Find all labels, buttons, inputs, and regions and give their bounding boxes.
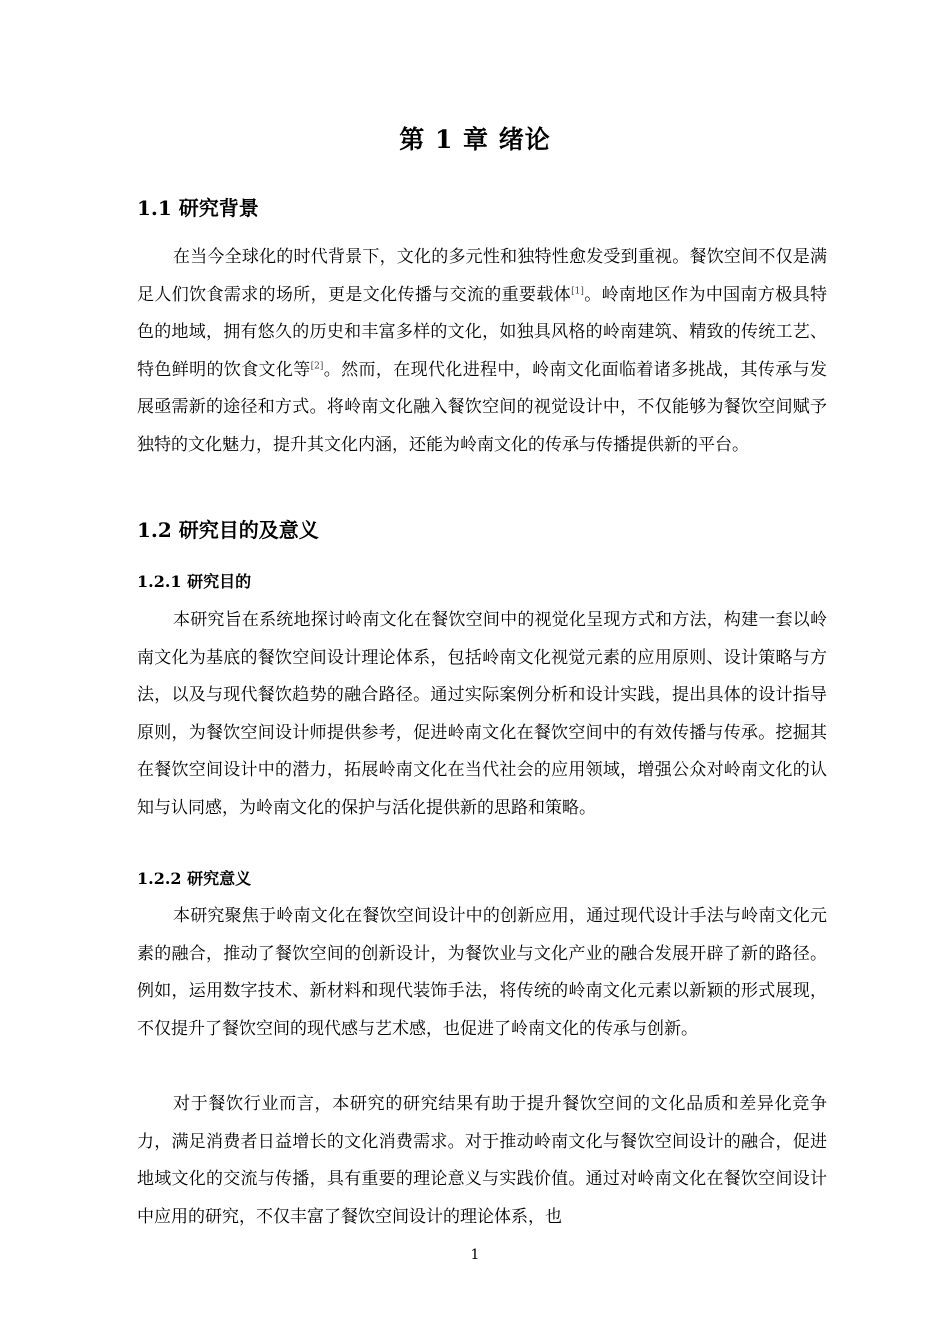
paragraph-purpose: 本研究旨在系统地探讨岭南文化在餐饮空间中的视觉化呈现方式和方法，构建一套以岭南文化为基底的餐饮空间设计理论体系，包括岭南文化视觉元素的应用原则、设计策略与方法，以及与现代餐饮趋势的融合路径。通过实际案例分析和设计实践，提出具体的设计指导原则，为餐饮空间设计师提供参考，促进岭南文化在餐饮空间中的有效传播与传承。挖掘其在餐饮空间设计中的潜力，拓展岭南文化在当代社会的应用领域，增强公众对岭南文化的认知与认同感，为岭南文化的保护与活化提供新的思路和策略。 xyxy=(137,610,827,818)
paragraph-text: 。岭南地区作为中国南方极具特色的地域，拥有悠久的历史和丰富多样的文化，如独具风格的岭南建筑、精致的传统工艺、特色鲜明的饮食文化等 xyxy=(137,284,828,380)
paragraph-background xyxy=(137,239,827,465)
page-number: 1 xyxy=(470,1247,480,1263)
paragraph-text: 。然而，在现代化进程中，岭南文化面临着诸多挑战，其传承与发展亟需新的途径和方式。将岭南文化融入餐饮空间的视觉设计中，不仅能够为餐饮空间赋予独特的文化魅力，提升其文化内涵，还能为岭南文化的传承与传播提供新的平台。 xyxy=(137,359,828,455)
section-heading-1-1: 1.1 研究背景 xyxy=(137,196,259,220)
subsection-heading-1-2-1: 1.2.1 研究目的 xyxy=(137,572,252,591)
citation-ref-1: [1] xyxy=(571,285,584,296)
section-heading-1-2: 1.2 研究目的及意义 xyxy=(137,518,319,542)
paragraph-significance-2: 对于餐饮行业而言，本研究的研究结果有助于提升餐饮空间的文化品质和差异化竞争力，满足消费者日益增长的文化消费需求。对于推动岭南文化与餐饮空间设计的融合，促进地域文化的交流与传播，具有重要的理论意义与实践价值。通过对岭南文化在餐饮空间设计中应用的研究，不仅丰富了餐饮空间设计的理论体系，也 xyxy=(137,1094,827,1227)
citation-ref-2: [2] xyxy=(310,361,324,372)
paragraph-text: 在当今全球化的时代背景下，文化的多元性和独特性愈发受到重视。餐饮空间不仅是满足人们饮食需求的场所，更是文化传播与交流的重要载体 xyxy=(137,247,827,305)
chapter-title: 第 1 章 绪论 xyxy=(399,125,551,154)
paragraph-significance-1: 本研究聚焦于岭南文化在餐饮空间设计中的创新应用，通过现代设计手法与岭南文化元素的融合，推动了餐饮空间的创新设计，为餐饮业与文化产业的融合发展开辟了新的路径。例如，运用数字技术、新材料和现代装饰手法，将传统的岭南文化元素以新颖的形式展现，不仅提升了餐饮空间的现代感与艺术感，也促进了岭南文化的传承与创新。 xyxy=(137,906,827,1039)
subsection-heading-1-2-2: 1.2.2 研究意义 xyxy=(137,869,252,888)
